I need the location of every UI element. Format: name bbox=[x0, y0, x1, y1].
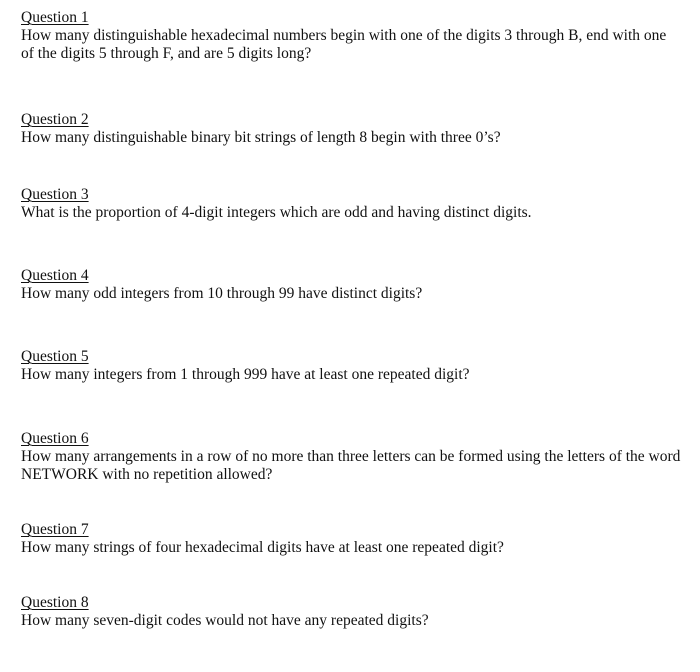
question-5 bbox=[21, 348, 681, 384]
question-1-title: Question 1 bbox=[21, 9, 89, 26]
question-1 bbox=[21, 9, 681, 63]
question-7-text: How many strings of four hexadecimal digits have at least one repeated digit? bbox=[21, 539, 504, 556]
question-4-title: Question 4 bbox=[21, 267, 89, 284]
question-3-title: Question 3 bbox=[21, 186, 89, 203]
question-2-title: Question 2 bbox=[21, 111, 89, 128]
question-4 bbox=[21, 267, 681, 303]
question-1-text: How many distinguishable hexadecimal numbers begin with one of the digits 3 through B, end with one of the digits 5 through F, and are 5 digits long? bbox=[21, 27, 667, 62]
question-6-text: How many arrangements in a row of no more than three letters can be formed using the letters of the word NETWORK with no repetition allowed? bbox=[21, 448, 681, 483]
question-8-title: Question 8 bbox=[21, 594, 89, 611]
question-5-title: Question 5 bbox=[21, 348, 89, 365]
question-6-title: Question 6 bbox=[21, 430, 89, 447]
question-8 bbox=[21, 594, 681, 630]
question-4-text: How many odd integers from 10 through 99 have distinct digits? bbox=[21, 285, 423, 302]
question-3-text: What is the proportion of 4-digit integers which are odd and having distinct digits. bbox=[21, 204, 532, 221]
question-5-text: How many integers from 1 through 999 have at least one repeated digit? bbox=[21, 366, 470, 383]
question-6 bbox=[21, 430, 681, 484]
question-2 bbox=[21, 111, 681, 147]
question-7-title: Question 7 bbox=[21, 521, 89, 538]
question-2-text: How many distinguishable binary bit strings of length 8 begin with three 0’s? bbox=[21, 129, 501, 146]
question-8-text: How many seven-digit codes would not have any repeated digits? bbox=[21, 612, 429, 629]
question-7 bbox=[21, 521, 681, 557]
question-3 bbox=[21, 186, 681, 222]
